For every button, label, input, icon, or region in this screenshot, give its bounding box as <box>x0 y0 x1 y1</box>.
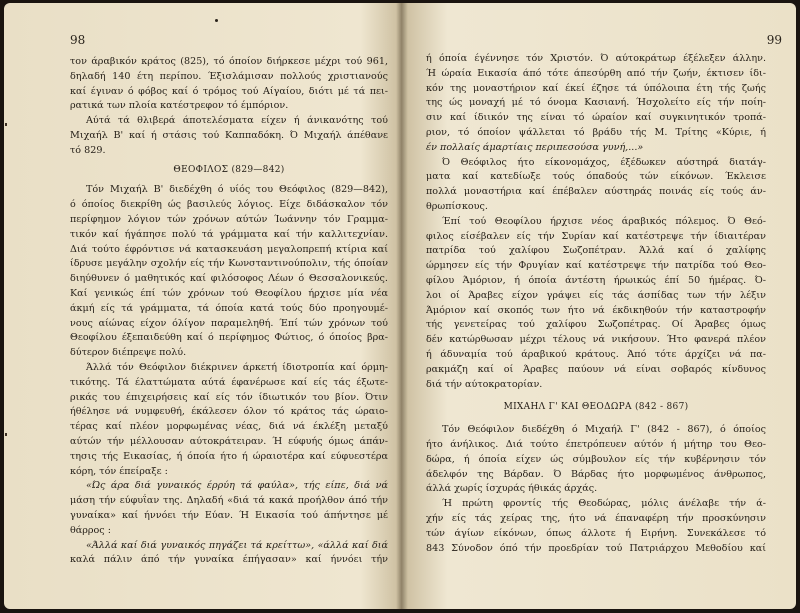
text-line: Διά τούτο έφρόντισε νά κατασκευάση μεγαλοπρεπή κτίρια καί <box>70 243 388 255</box>
text-line: νους αίώνας είχον όλίγον παραμεληθή. Έπί τών χρόνων τού <box>70 317 388 329</box>
text-line: μάση τήν εύφυΐαν της. Δηλαδή «διά τά κακά προήλθον άπό τήν <box>70 495 388 507</box>
text-line: «Ώς άρα διά γυναικός έρρύη τά φαύλα», τής είπε, διά νά <box>86 480 388 492</box>
text-line: άδελφόν της Βάρδαν. Ό Βάρδας ήτο μορφωμένος άνθρωπος, <box>426 468 766 480</box>
text-line: ριον, τό όποίον ψάλλεται τό βράδυ τής Μ. Τρίτης «Κύριε, ή <box>426 126 766 138</box>
text-line: τικότης. Τά έλαττώματα αύτά έφανέρωσε καί είς τάς έξωτε- <box>70 376 388 388</box>
text-line: κόν της μοναστήριον καί έκεί έζησε τά ύπόλοιπα έτη τής ζωής <box>426 82 766 94</box>
text-line: ρακμάζη καί οί Άραβες παύουν νά είναι σοβαρός κίνδυνος <box>426 363 766 375</box>
text-line: κόρη, τόν έπείραξε : <box>70 465 168 477</box>
text-line: δέν κατώρθωσαν μέχρι τέλους νά νικήσουν. Ήτο φανερά πλέον <box>426 334 766 346</box>
text-line: ήθέλησε νά νυμφευθή, έκάλεσεν όλον τό κράτος τάς ώραιο- <box>70 406 388 418</box>
right-page <box>404 3 796 609</box>
text-line: λοι οί Άραβες είχον γράψει είς τάς άσπίδας των τήν λέξιν <box>426 289 766 301</box>
text-line: τών άγίων είκόνων, όπως άλλοτε ή Ειρήνη. Συνεκάλεσε τό <box>426 527 766 539</box>
text-line: άλλά χωρίς ίσχυράς ήθικάς άρχάς. <box>426 483 598 495</box>
text-line: ώρμησεν είς τήν Φρυγίαν καί κατέστρεψε τήν πατρίδα τού Θεο- <box>426 260 766 272</box>
text-line: χήν είς τάς χείρας της, ήτο νά έπαναφέρη τήν προσκύνησιν <box>426 512 766 524</box>
text-line: δώρα, ή όποία είχεν ώς σύμβουλον είς τήν κυβέρνησιν τόν <box>426 453 766 465</box>
text-line: φιλος είσέβαλεν είς τήν Συρίαν καί κατέστρεψε τήν ίδιαιτέραν <box>426 230 766 242</box>
text-line: τησις τής Εικασίας, ή όποία ήτο ή ώραιοτέρα καί εύφυεστέρα <box>70 450 388 462</box>
text-line: καί έγιναν ό φόβος καί ό τρόμος τού Αίγαίου, διότι μέ τά πει- <box>70 85 388 97</box>
text-line: πολλά μοναστήρια καί έπέβαλεν αύστηράς ποινάς είς τούς άν- <box>426 186 766 198</box>
page-number: 98 <box>70 33 86 47</box>
text-line: περίφημον λόγιον τών χρόνων αύτών Ίωάννην τόν Γραμμα- <box>70 213 388 225</box>
text-line: τον άραβικόν κράτος (825), τό όποίον διήρκεσε μέχρι τού 961, <box>70 56 388 67</box>
text-line: τικόν καί ήγάπησε πολύ τά γράμματα καί τήν καλλιτεχνίαν. <box>70 228 388 240</box>
text-line: δύτερον διέπρεψε πολύ. <box>70 347 187 359</box>
text-line: ό όποίος διεκρίθη ώς βασιλεύς λόγιος. Είχε διδάσκαλον τόν <box>70 199 388 211</box>
left-page-text <box>70 55 388 568</box>
text-line: Άλλά τόν Θεόφιλον διέκρινεν άρκετή ίδιοτροπία καί όρμη- <box>86 361 388 373</box>
text-line: ίδρυσε μεγάλην σχολήν είς τήν Κωνσταντινούπολιν, τής όποίαν <box>70 258 388 270</box>
text-line: ματα καί κατεδίωξε τούς όπαδούς τών είκόνων. Έκλεισε <box>426 171 766 183</box>
text-line: Τόν Θεόφιλον διεδέχθη ό Μιχαήλ Γ' (842 - 867), ό όποίος <box>442 424 766 436</box>
text-line: Έπί τού Θεοφίλου ήρχισε νέος άραβικός πόλεμος. Ό Θεό- <box>442 215 766 227</box>
page-number: 99 <box>766 33 782 47</box>
text-line: Μιχαήλ Β' καί ή στάσις τού Καππαδόκη. Ό Μιχαήλ άπέθανε <box>70 129 388 141</box>
text-line: γυναίκα» καί ήννόει τήν Εύαν. Ή Εικασία τού άπήντησε μέ <box>70 509 388 521</box>
text-line: τό 829. <box>70 144 106 156</box>
text-line: Ή πρώτη φροντίς τής Θεοδώρας, μόλις άνέλαβε τήν ά- <box>442 498 766 510</box>
text-line: σιν καί ίδιικόν της είναι τό ώραίον καί συγκινητικόν τροπά- <box>426 112 766 124</box>
section-heading: ΜΙΧΑΗΛ Γ' ΚΑΙ ΘΕΟΔΩΡΑ (842 - 867) <box>503 402 689 413</box>
text-line: θάρρος : <box>70 524 111 536</box>
text-line: ήτο άνήλικος. Διά τούτο έπετρόπευεν αύτόν ή μήτηρ του Θεο- <box>426 438 766 450</box>
text-line: πατρίδα τού χαλίφου Σωζοπέτραν. Άλλά καί ό χαλίφης <box>426 245 766 257</box>
text-line: «Άλλά καί διά γυναικός πηγάζει τά κρείττω», «άλλά καί διά <box>86 539 388 551</box>
book-spread <box>4 3 796 609</box>
right-page-text <box>426 52 766 556</box>
text-line: Τόν Μιχαήλ Β' διεδέχθη ό υίός του Θεόφιλος (829—842), <box>86 184 388 196</box>
section-heading: ΘΕΟΦΙΛΟΣ (829—842) <box>173 164 285 175</box>
text-line: Άμόριον καί σκοπός των ήτο νά έκδικηθούν τήν καταστροφήν <box>426 304 766 316</box>
text-line: άκμή είς τά γράμματα, τά όποία κατά τούς δύο προηγουμέ- <box>70 302 388 314</box>
text-line: αύτών τήν μέλλουσαν αύτοκράτειραν. Ή εύφυής όμως άπάν- <box>70 435 388 447</box>
text-line: Ό Θεόφιλος ήτο είκονομάχος, έξέδωκεν αύστηρά διατάγ- <box>442 156 766 168</box>
text-line: Αύτά τά θλιβερά άποτελέσματα είχεν ή άνικανότης τού <box>86 115 388 127</box>
text-line: της ώς μοναχή μέ τό όνομα Κασιανή. Ήσχολείτο είς τήν ποίη- <box>426 97 766 109</box>
text-line: τέρας καί πλέον μορφωμένας νέας, διά νά έκλέξη μεταξύ <box>70 421 388 433</box>
text-line: ρικάς του έπιχειρήσεις καί είς τόν ίδιωτικόν του βίον. Ότιν <box>70 391 388 403</box>
text-line: Ή ώραία Εικασία άπό τότε άπεσύρθη από τήν ζωήν, έκτισεν ίδι- <box>426 67 766 79</box>
text-line: καλά πάλιν άπό τήν γυναίκα έπήγασαν» καί ήννόει τήν <box>70 554 388 566</box>
text-line: 843 Σύνοδον όπό τήν προεδρίαν τού Πατριάρχου Μεθοδίου καί <box>426 542 766 554</box>
text-line: διηύθυνεν ό μαθητικός καί φιλόσοφος Λέων ό Θεσσαλονικεύς. <box>70 273 388 285</box>
ink-speck <box>215 19 218 22</box>
text-line: διά τήν αύτοκρατορίαν. <box>426 378 543 390</box>
text-line: φίλου Άμόριον, ή όποία άντέστη ήρωικώς έπί 50 ήμέρας. Ό- <box>426 274 766 286</box>
text-line: θρωπίσκους. <box>426 200 488 212</box>
text-line: Θεοφίλου έξεπαιδεύθη καί ό περίφημος Φώτιος, ό όποίος βρα- <box>70 332 388 344</box>
text-line: δηλαδή 140 έτη περίπου. Έξισλάμισαν πολλούς χριστιανούς <box>70 70 388 82</box>
text-line: ρατικά των πλοία κατέστρεφον τό έμπόριον. <box>70 100 289 112</box>
left-page <box>4 3 396 609</box>
text-line: έν πολλαίς άμαρτίαις περιπεσούσα γυνή,...» <box>426 141 644 153</box>
text-line: ή όποία έγέννησε τόν Χριστόν. Ό αύτοκράτωρ έξέλεξεν άλλην. <box>426 53 766 64</box>
text-line: τής γενετείρας τού χαλίφου Σωζοπέτρας. Οί Άραβες όμως <box>426 319 766 331</box>
text-line: ή άδυναμία τού άραβικού κράτους. Άπό τότε άρχίζει νά πα- <box>426 348 766 360</box>
text-line: Καί γενικώς έπί τών χρόνων τού Θεοφίλου ήρχισε μία νέα <box>70 287 388 299</box>
